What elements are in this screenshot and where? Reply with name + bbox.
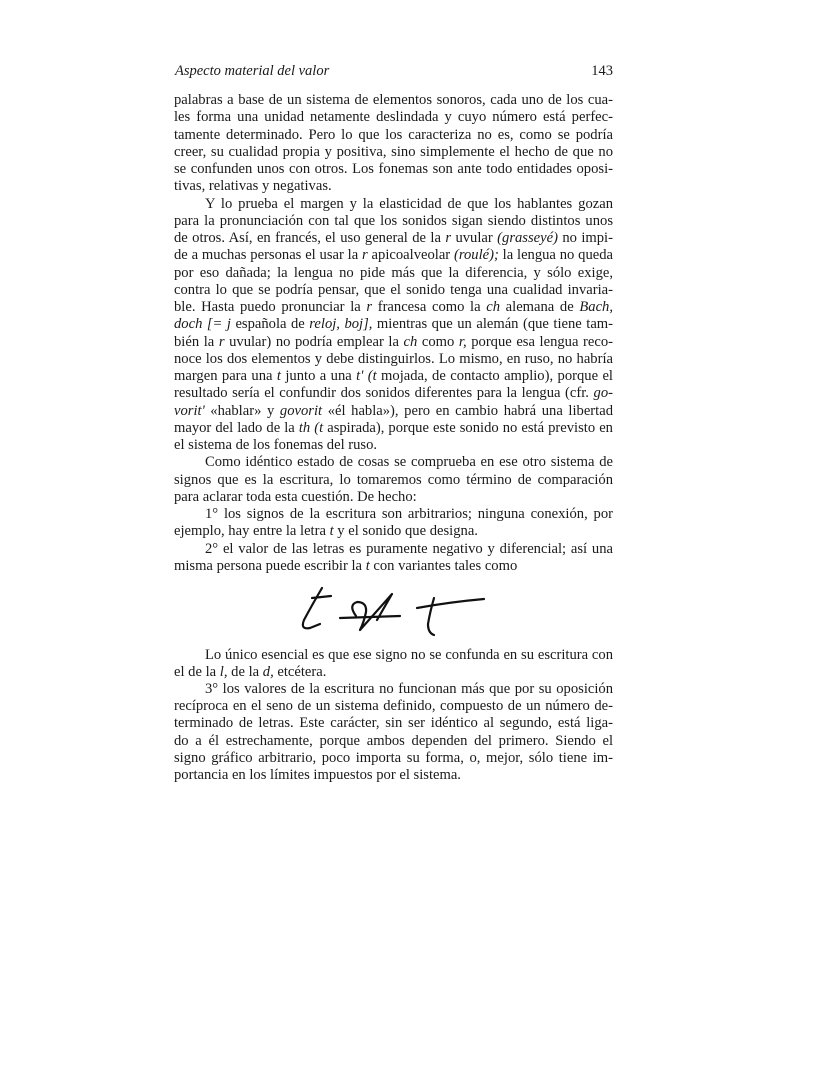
text: uvular) no podría emplear la [224,333,404,350]
text: junto a una [280,368,357,384]
italic-text: d, [262,664,274,681]
italic-text: r [366,299,373,315]
text: de a muchas personas el usar la [174,247,363,264]
text: uvular [451,230,498,246]
italic-text: r [218,333,225,350]
text: Y lo prueba el margen y la elasticidad de que los hablantes gozan [205,195,613,212]
text: les forma una unidad netamente deslindada y cuyo número está perfec- [174,109,613,126]
italic-text: (grasseyé) [497,230,558,246]
text: alemana de [500,299,580,315]
handwritten-t-variant-3 [417,598,484,635]
text: española de [230,316,310,333]
text: recíproca en el seno de un sistema definido, compuesto de un número de- [174,698,613,715]
text: bién la [174,333,219,350]
text: misma persona puede escribir la [174,557,366,574]
text: «hablar» y [204,402,280,419]
text: ejemplo, hay entre la letra [174,523,330,540]
text: etcétera. [273,664,327,681]
text: mayor del lado de la [174,419,299,436]
text: tamente determinado. Pero lo que los caracteriza no es, como se podría [174,126,613,143]
page-number: 143 [591,63,613,79]
text: para aclarar toda esta cuestión. De hecho: [174,488,417,505]
text: palabras a base de un sistema de elementos sonoros, cada uno de los cua- [174,92,613,108]
text: porque esa lengua reco- [466,333,613,350]
running-head-title: Aspecto material del valor [175,63,330,79]
text: 2° el valor de las letras es puramente negativo y diferencial; así una [205,540,613,557]
italic-text: ch [486,299,501,315]
text: contra lo que se podría pensar, que el sonido tenga una cualidad invaria- [174,281,613,298]
text: terminado de letras. Este carácter, sin ser idéntico al segundo, está liga- [174,715,613,732]
italic-text: t [329,523,334,540]
italic-text: t' (t [356,368,377,384]
text: se confunden unos con otros. Los fonemas son ante todo entidades oposi- [174,161,613,177]
handwritten-t-variant-1 [303,588,331,628]
handwritten-t-variant-2 [340,594,400,630]
text: como [417,333,459,350]
italic-text: r [362,247,368,264]
text: la lengua no queda [498,247,613,264]
text: 3° los valores de la escritura no funcionan más que por su oposición [205,681,613,698]
text: el de la [174,664,220,681]
text: para la pronunciación con tal que los sonidos sigan siendo distintos unos [174,212,613,229]
text: mientras que un alemán (que tiene tam- [372,316,614,333]
text: resultado sería el confundir dos sonidos diferentes para la lengua (cfr. [174,385,594,402]
text: el sistema de los fonemas del ruso. [174,437,378,453]
text: con variantes tales como [369,557,518,574]
italic-text: doch [= j [174,316,231,333]
text: Lo único esencial es que ese signo no se confunda en su escritura con [205,647,613,663]
italic-text: (roulé); [453,247,499,264]
italic-text: ch [403,333,418,350]
text: do a él estrechamente, porque ambos dependen del primero. Siendo el [174,732,613,749]
text: 1° los signos de la escritura son arbitrarios; ninguna conexión, por [205,506,613,522]
italic-text: go- [593,385,613,402]
italic-text: l, [219,664,228,681]
italic-text: reloj, boj], [309,316,373,333]
text: mojada, de contacto amplio), porque el [376,368,613,384]
text: noce los dos elementos y debe distinguirlos. Lo mismo, en ruso, no habría [174,350,613,367]
text: no impi- [557,230,613,246]
text: por eso dañada; la lengua no pide más que la diferencia, y sólo exige, [174,264,613,281]
text: aspirada), porque este sonido no está previsto en [323,419,613,436]
italic-text: Bach, [579,299,613,315]
text: y el sonido que designa. [333,523,478,540]
text: de otros. Así, en francés, el uso general de la [174,230,446,246]
text: de la [227,664,263,681]
italic-text: govorit [279,402,323,419]
text: apicoalveolar [367,247,454,264]
italic-text: vorit' [174,402,205,419]
text: Como idéntico estado de cosas se comprueba en ese otro sistema de [205,454,613,471]
text: tivas, relativas y negativas. [174,178,332,195]
italic-text: r [445,230,452,246]
italic-text: r, [458,333,467,350]
italic-text: t [276,368,281,384]
text: francesa como la [372,299,487,315]
text: portancia en los límites impuestos por el sistema. [174,766,461,783]
text: «él habla»), pero en cambio habrá una libertad [322,402,613,419]
italic-text: th (t [298,419,324,436]
text: creer, su cualidad propia y positiva, sino simplemente el hecho de que no [174,143,613,160]
text: signos que es la escritura, lo tomaremos como término de comparación [174,471,613,488]
italic-text: t [365,557,370,574]
text: margen para una [174,368,277,384]
text: signo gráfico arbitrario, poco importa su forma, o, mejor, sólo tiene im- [174,749,613,766]
text: ble. Hasta puedo pronunciar la [174,299,367,315]
